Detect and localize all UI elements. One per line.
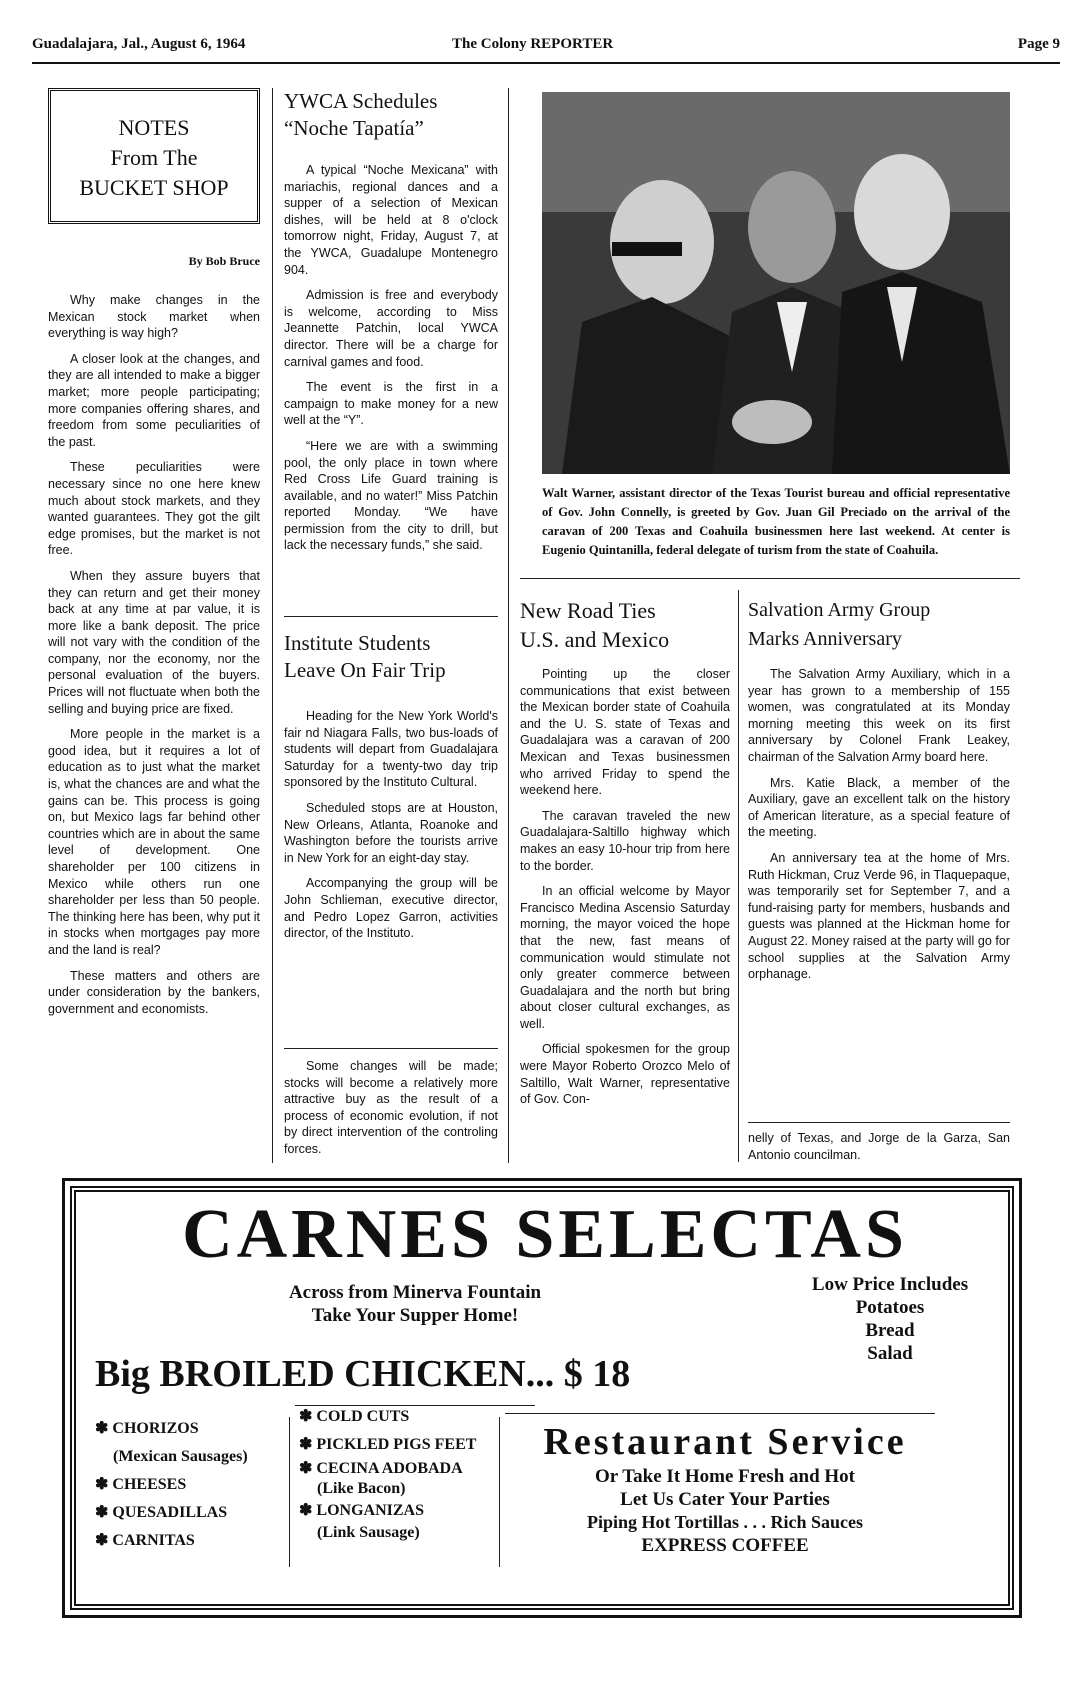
ad-brand-logo: CARNES SELECTAS [182, 1196, 908, 1273]
salvation-paragraph: The Salvation Army Auxiliary, which in a year has grown to a membership of 155 women, was congratulated at its Monday morning meeting this week on its first anniversary by Colonel Frank Leakey, chairman of the Salvation Army board here. [748, 667, 1010, 764]
notes-paragraph: When they assure buyers that they can return and get their money back at any time at par value, it is more like a bank deposit. The price will not vary with the condition of the company, nor the economy, nor the personal evaluation of the buyers. Prices will not fluctuate when both the selling and buying price are fixed. [48, 568, 260, 716]
road-paragraph: In an official welcome by Mayor Francisco Medina Ascensio Saturday morning, the mayor voiced the hope that the new, fast means of communication would stimulate not only greater commerce between Guadalajara and the north but bring about closer cultural exchanges, as well. [520, 884, 730, 1031]
salvation-body [748, 666, 1010, 992]
masthead-page-number: Page 9 [1017, 36, 1060, 52]
ad-service-line: Piping Hot Tortillas . . . Rich Sauces [586, 1512, 864, 1532]
ad-list-left [95, 1415, 295, 1555]
ad-list-item: (Like Bacon) [317, 1480, 406, 1497]
ad-list-item: ✽ LONGANIZAS [299, 1502, 424, 1519]
institute-paragraph: Scheduled stops are at Houston, New Orleans, Atlanta, Roanoke and Washington before the tourists arrive in New York for an eight-day stay. [284, 800, 498, 865]
ad-list-item: (Link Sausage) [317, 1524, 420, 1541]
road-paragraph: The caravan traveled the new Guadalajara-Saltillo highway which makes an easy 10-hour trip from here to the border. [520, 808, 730, 873]
ad-list-item: ✽ COLD CUTS [299, 1408, 410, 1425]
news-photo [542, 92, 1010, 474]
notes-byline: By Bob Bruce [188, 254, 260, 268]
masthead-date: Guadalajara, Jal., August 6, 1964 [32, 36, 246, 52]
institute-headline [284, 630, 498, 684]
road-headline [520, 596, 730, 654]
ad-headline: Big BROILED CHICKEN... $ 18 [95, 1353, 631, 1395]
photo-people-illustration [542, 92, 1010, 474]
notes-continued: Some changes will be made; stocks will become a relatively more attractive buy as the result of a process of economic evolution, if not by direct intervention of the controling forces. [284, 1059, 498, 1156]
masthead [32, 36, 1060, 58]
ywca-paragraph: The event is the first in a campaign to make money for a new well at the “Y”. [284, 380, 498, 428]
ad-service-title: Restaurant Service [543, 1421, 907, 1463]
notes-title-box [48, 88, 260, 224]
institute-body [284, 708, 498, 951]
ad-service-line: Or Take It Home Fresh and Hot [594, 1466, 856, 1487]
salvation-headline-line: Marks Anniversary [748, 628, 902, 650]
road-body [520, 666, 730, 1117]
section-rule [520, 578, 1020, 579]
column-rule [272, 88, 273, 1163]
ywca-headline-line: “Noche Tapatía” [284, 116, 424, 140]
column-rule [508, 88, 509, 1163]
ad-list-right [299, 1403, 499, 1543]
notes-paragraph: More people in the market is a good idea, but it requires a lot of education as to just what the market is, what the chances are and what the gains can be. This process is going on, but Mexico lags far behind other countries which are in about the same level of development. One shareholder per 100 citizens in Mexico while others run one shareholder per less than 50 people. The thinking here has been, why put it in stocks when mortgages pay more and the land is real? [48, 727, 260, 957]
ad-list-item: ✽ QUESADILLAS [95, 1504, 228, 1521]
institute-headline-line: Institute Students [284, 631, 431, 655]
salvation-paragraph: An anniversary tea at the home of Mrs. Ruth Hickman, Cruz Verde 96, in Tlaquepaque, was temporarily set for September 7, and a fund-raising party for members, husbands and guests was planned at the Hickman home for August 22. Money raised at the party will go for school supplies at the Salvation Army orphanage. [748, 850, 1010, 982]
ad-list-item: ✽ CARNITAS [95, 1532, 195, 1549]
ad-service-line: EXPRESS COFFEE [641, 1535, 809, 1556]
notes-paragraph: These matters and others are under consideration by the bankers, government and economists. [48, 968, 260, 1016]
road-headline-line: U.S. and Mexico [520, 627, 670, 652]
notes-paragraph: These peculiarities were necessary since no one here knew much about stock markets, and they wanted guarantees. They got the gilt edge promises, but the market is not free. [48, 460, 260, 558]
photo-caption: Walt Warner, assistant director of the Texas Tourist bureau and official representative of Gov. John Connelly, is greeted by Gov. Juan Gil Preciado on the arrival of the caravan of 200 Texas and Coahuila businessmen here last weekend. At center is Eugenio Quintanilla, federal delegate of turism from the state of Coahuila. [542, 486, 1010, 557]
institute-headline-line: Leave On Fair Trip [284, 658, 446, 682]
ad-rule [505, 1413, 935, 1414]
ad-list-item: ✽ CHEESES [95, 1476, 187, 1493]
ad-list-item: (Mexican Sausages) [113, 1448, 248, 1465]
column-rule [738, 590, 739, 1162]
road-paragraph: Official spokesmen for the group were Mayor Roberto Orozco Melo of Saltillo, Walt Warner, representative of Gov. Con- [520, 1042, 730, 1107]
ad-price-includes [785, 1273, 995, 1365]
ad-list-item: ✽ CECINA ADOBADA [299, 1460, 463, 1477]
road-paragraph: Pointing up the closer communications that exist between the Mexican border state of Coahuila and the U. S. state of Texas and Guadalajara was a caravan of 200 Mexican and Texas businessmen who arrived Friday to spend the weekend here. [520, 667, 730, 798]
ywca-paragraph: A typical “Noche Mexicana” with mariachis, regional dances and a supper of a selection of Mexican dishes, will be held at 8 o'clock tomorrow night, Friday, August 7, at the YWCA, Guadalupe Montenegro 904. [284, 163, 498, 277]
ad-service-line: Let Us Cater Your Parties [620, 1489, 830, 1510]
salvation-headline-line: Salvation Army Group [748, 599, 931, 621]
ad-location-line: Take Your Supper Home! [311, 1305, 519, 1326]
notes-body [48, 292, 260, 1026]
notes-title-line: BUCKET SHOP [79, 175, 229, 200]
section-rule [748, 1122, 1010, 1123]
carnes-selectas-ad [62, 1178, 1022, 1618]
masthead-paper-name: The Colony REPORTER [452, 36, 614, 52]
ywca-headline [284, 88, 498, 142]
ad-location [235, 1281, 595, 1327]
ywca-paragraph: “Here we are with a swimming pool, the only place in town where Red Cross Life Guard training is available, and no water!” Miss Patchin reported Monday. “We have permission from the city to drill, but lack the necessary funds,” she said. [284, 438, 498, 553]
ad-list-item: ✽ CHORIZOS [95, 1420, 199, 1437]
road-continued: nelly of Texas, and Jorge de la Garza, San Antonio councilman. [748, 1131, 1010, 1162]
ywca-body [284, 162, 498, 563]
section-rule [284, 1048, 498, 1049]
ad-includes-item: Salad [867, 1343, 913, 1364]
ywca-headline-line: YWCA Schedules [284, 89, 438, 113]
ad-service [505, 1419, 945, 1557]
salvation-paragraph: Mrs. Katie Black, a member of the Auxiliary, gave an excellent talk on the history of American literature, as a special feature of the meeting. [748, 775, 1010, 840]
ywca-paragraph: Admission is free and everybody is welcome, according to Miss Jeannette Patchin, local YWCA director. There will be a charge for carnival games and food. [284, 288, 498, 369]
road-headline-line: New Road Ties [520, 598, 656, 623]
ad-includes-heading: Low Price Includes [811, 1274, 969, 1295]
ad-rule [289, 1417, 290, 1567]
institute-paragraph: Heading for the New York World's fair nd Niagara Falls, two bus-loads of students will depart from Guadalajara Saturday for a twenty-two day trip sponsored by the Instituto Cultural. [284, 709, 498, 790]
salvation-headline [748, 596, 1010, 654]
ad-includes-item: Potatoes [855, 1297, 925, 1318]
ad-list-item: ✽ PICKLED PIGS FEET [299, 1436, 477, 1453]
institute-paragraph: Accompanying the group will be John Schlieman, executive director, and Pedro Lopez Garron, activities director, of the Instituto. [284, 876, 498, 941]
ad-rule [499, 1417, 500, 1567]
notes-paragraph: A closer look at the changes, and they are all intended to make a bigger market; more people participating; more companies offering shares, and freedom from some peculiarities of the past. [48, 351, 260, 449]
section-rule [284, 616, 498, 617]
notes-paragraph: Why make changes in the Mexican stock market when everything is way high? [48, 293, 260, 341]
masthead-rule [32, 62, 1060, 64]
notes-title-line: From The [110, 145, 198, 170]
notes-title-line: NOTES [118, 115, 190, 140]
ad-location-line: Across from Minerva Fountain [288, 1282, 542, 1303]
ad-includes-item: Bread [865, 1320, 915, 1341]
